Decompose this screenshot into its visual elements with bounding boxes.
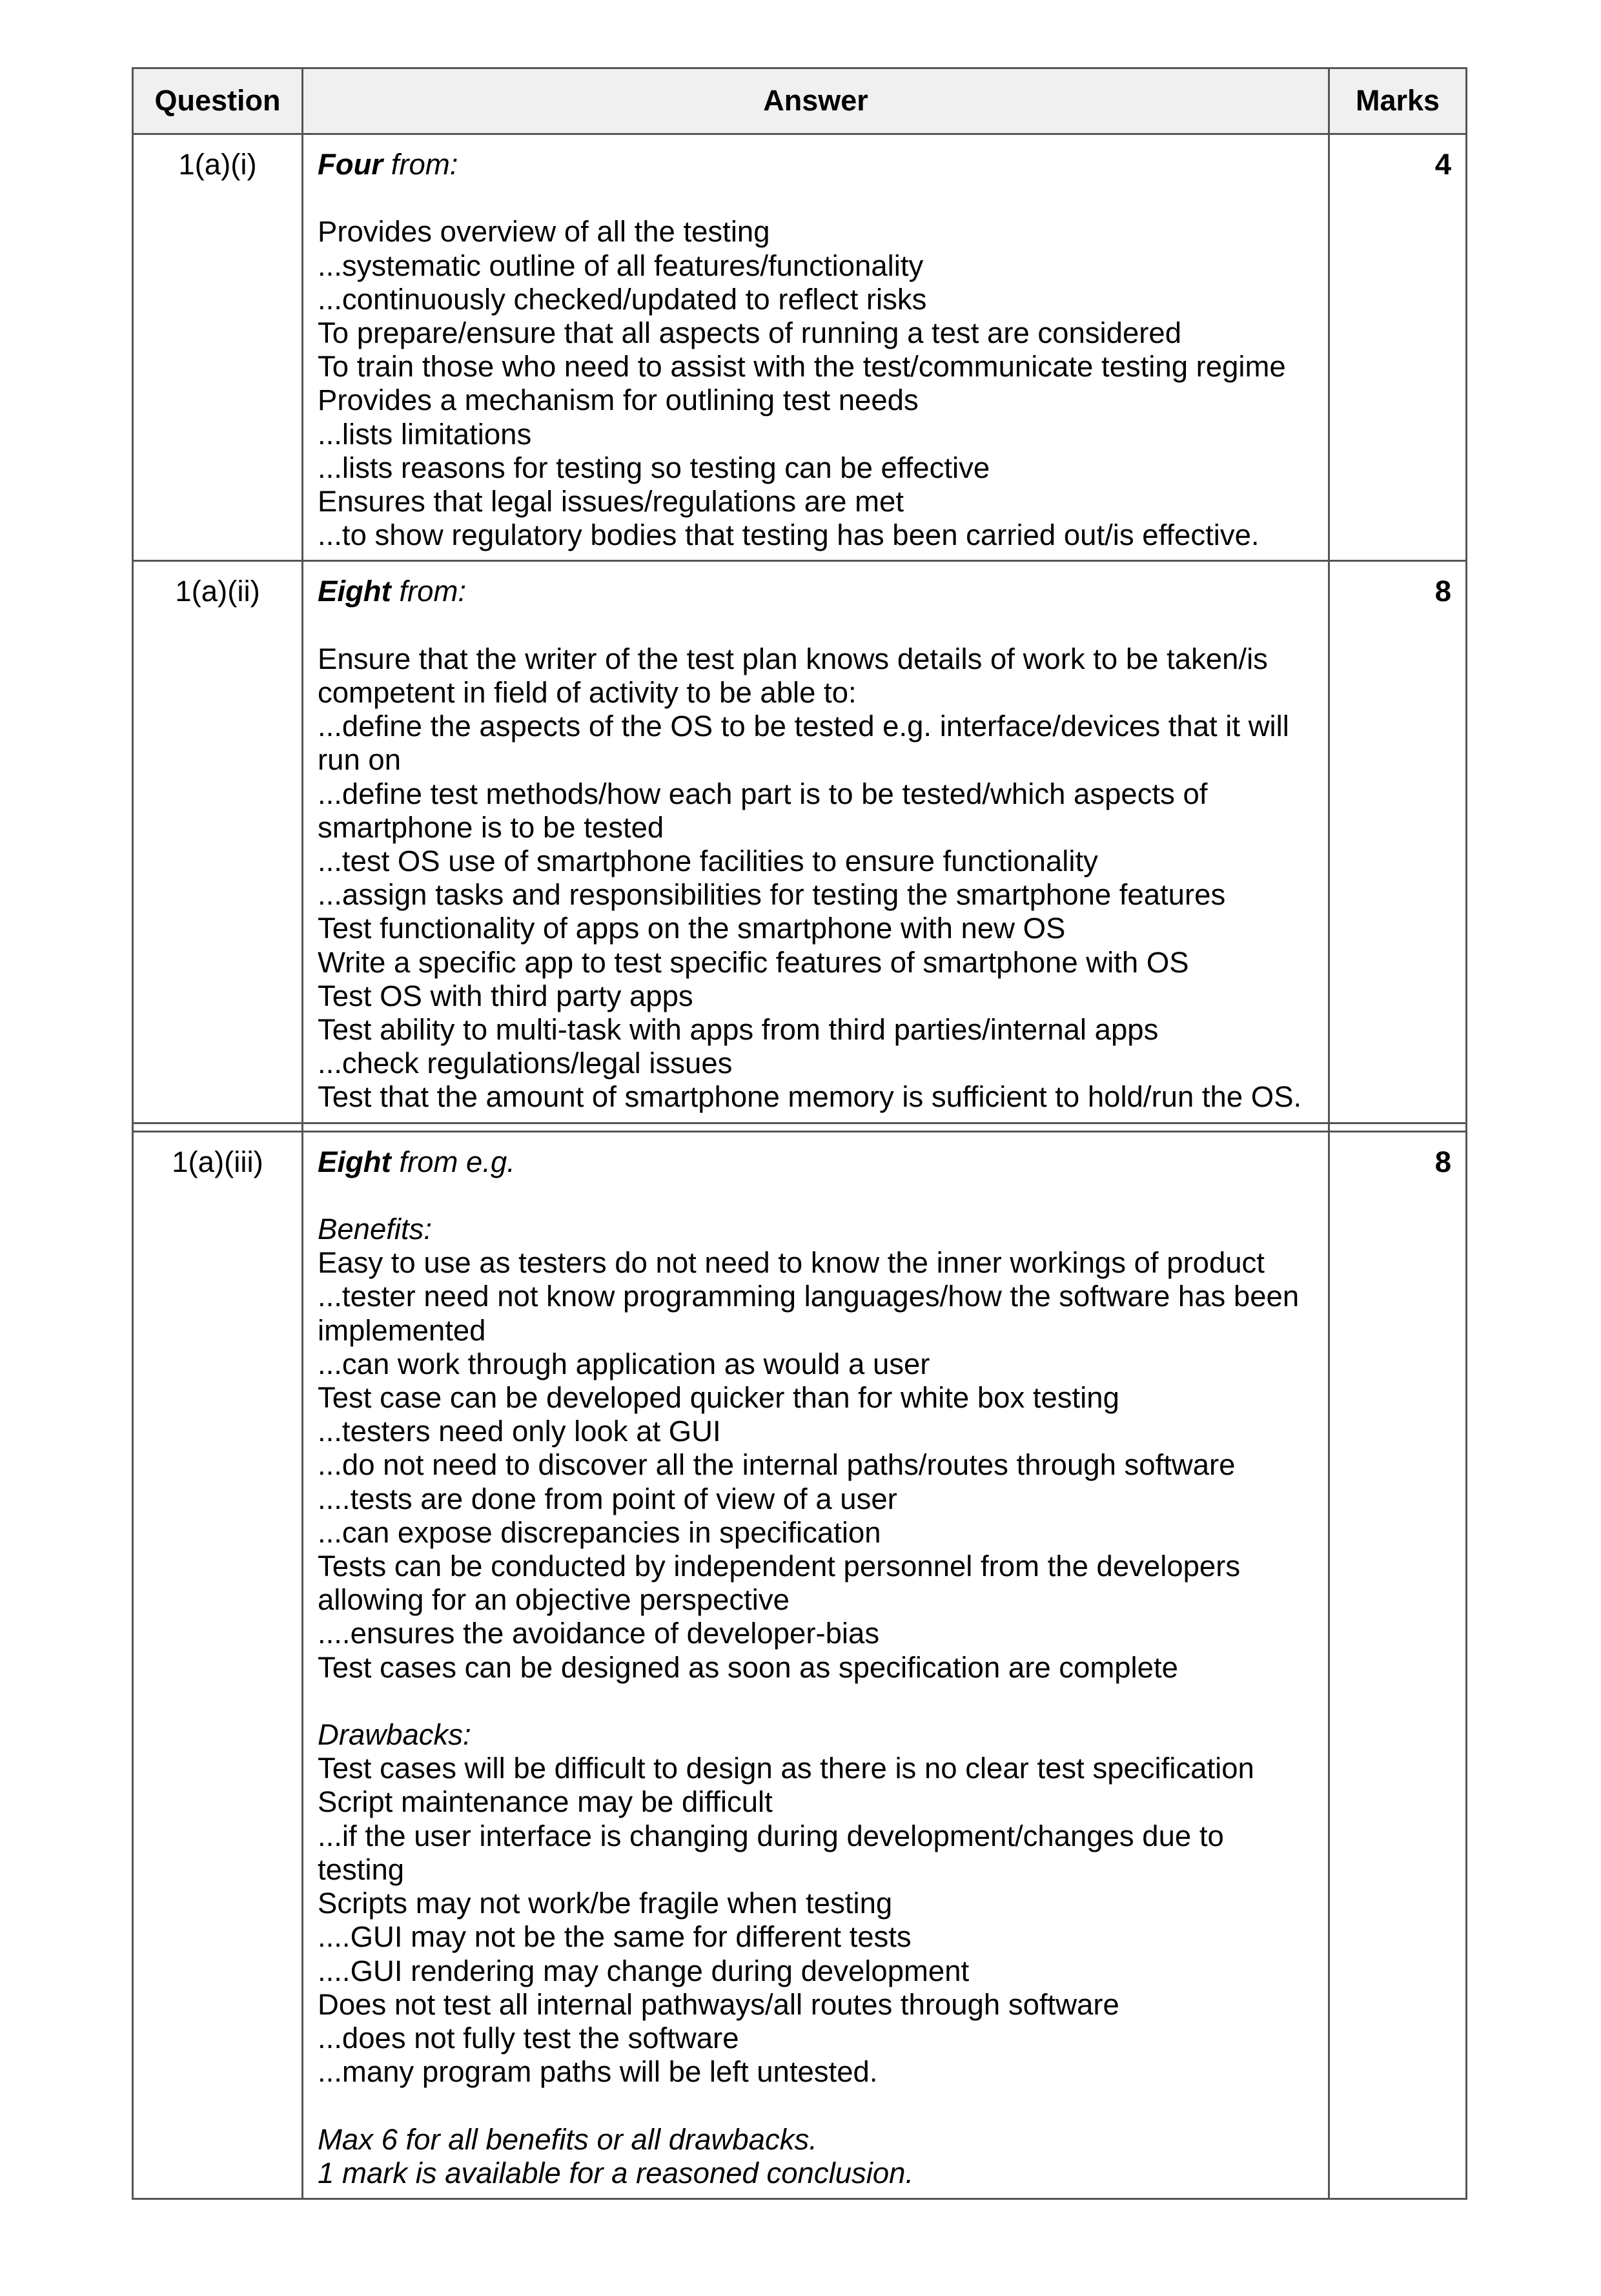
drawback-line: Script maintenance may be difficult — [318, 1785, 773, 1819]
marks-value: 4 — [1329, 134, 1467, 561]
answer-line: ...continuously checked/updated to reflect risks — [318, 282, 927, 316]
answer-line: To train those who need to assist with the test/communicate testing regime — [318, 350, 1286, 384]
marks-header: Marks — [1329, 68, 1467, 134]
answer-line: ...assign tasks and responsibilities for testing the smartphone features — [318, 878, 1226, 912]
drawback-line: ....GUI rendering may change during development — [318, 1954, 970, 1987]
answer-header: Answer — [303, 68, 1329, 134]
mark-scheme-table — [132, 67, 1467, 2200]
benefit-line: Tests can be conducted by independent personnel from the developers allowing for an objective perspective — [318, 1550, 1241, 1617]
intro-count: Eight — [318, 1145, 391, 1178]
answer-intro — [318, 1145, 1315, 1179]
intro-text: from e.g. — [391, 1145, 515, 1178]
row-separator — [133, 1123, 1467, 1131]
answer-line: Test functionality of apps on the smartphone with new OS — [318, 912, 1066, 945]
benefits-heading: Benefits: — [318, 1213, 433, 1246]
drawback-line: ...many program paths will be left untested. — [318, 2055, 878, 2089]
drawback-line: ....GUI may not be the same for different tests — [318, 1920, 912, 1954]
table-row — [133, 1131, 1467, 2199]
answer-intro — [318, 148, 1315, 181]
answer-line: ...lists limitations — [318, 417, 532, 451]
answer-intro — [318, 575, 1315, 608]
answer-line: Ensure that the writer of the test plan knows details of work to be taken/is competent in field of activity to be able to: — [318, 642, 1268, 710]
marking-note: 1 mark is available for a reasoned conclusion. — [318, 2156, 914, 2189]
table-row — [133, 561, 1467, 1123]
question-number: 1(a)(ii) — [133, 561, 303, 1123]
answer-line: To prepare/ensure that all aspects of running a test are considered — [318, 316, 1182, 349]
drawbacks-heading: Drawbacks: — [318, 1718, 471, 1752]
marks-value: 8 — [1329, 561, 1467, 1123]
answer-line: ...define the aspects of the OS to be tested e.g. interface/devices that it will run on — [318, 710, 1289, 777]
answer-line: ...define test methods/how each part is to be tested/which aspects of smartphone is to be tested — [318, 777, 1208, 844]
drawback-line: Does not test all internal pathways/all routes through software — [318, 1987, 1119, 2021]
benefit-line: ...testers need only look at GUI — [318, 1415, 721, 1448]
marking-note: Max 6 for all benefits or all drawbacks. — [318, 2122, 817, 2156]
benefit-line: Test case can be developed quicker than for white box testing — [318, 1381, 1119, 1415]
drawback-line: Scripts may not work/be fragile when testing — [318, 1887, 893, 1920]
question-header: Question — [133, 68, 303, 134]
answer-line: ...lists reasons for testing so testing can be effective — [318, 451, 990, 484]
answer-line: Ensures that legal issues/regulations are met — [318, 485, 904, 518]
marks-value: 8 — [1329, 1131, 1467, 2199]
answer-cell — [303, 1131, 1329, 2199]
benefit-line: ...can expose discrepancies in specification — [318, 1515, 881, 1549]
drawback-line: ...does not fully test the software — [318, 2021, 739, 2055]
header-row — [133, 68, 1467, 134]
intro-text: from: — [391, 575, 467, 608]
question-number: 1(a)(iii) — [133, 1131, 303, 2199]
benefit-line: ...tester need not know programming languages/how the software has been implemented — [318, 1280, 1300, 1347]
answer-line: ...systematic outline of all features/functionality — [318, 249, 924, 282]
answer-line: Provides a mechanism for outlining test needs — [318, 384, 919, 417]
intro-text: from: — [383, 148, 458, 181]
answer-line: ...check regulations/legal issues — [318, 1047, 733, 1080]
benefit-line: Test cases can be designed as soon as specification are complete — [318, 1650, 1178, 1684]
drawback-line: Test cases will be difficult to design as there is no clear test specification — [318, 1752, 1254, 1785]
table-row — [133, 134, 1467, 561]
answer-line: Write a specific app to test specific features of smartphone with OS — [318, 945, 1189, 979]
benefit-line: ...do not need to discover all the internal paths/routes through software — [318, 1448, 1236, 1482]
answer-line: Provides overview of all the testing — [318, 215, 770, 249]
question-number: 1(a)(i) — [133, 134, 303, 561]
answer-cell — [303, 561, 1329, 1123]
answer-line: Test OS with third party apps — [318, 979, 693, 1012]
answer-cell — [303, 134, 1329, 561]
intro-count: Eight — [318, 575, 391, 608]
benefit-line: Easy to use as testers do not need to know the inner workings of product — [318, 1246, 1265, 1280]
drawback-line: ...if the user interface is changing during development/changes due to testing — [318, 1819, 1224, 1886]
answer-line: ...test OS use of smartphone facilities to ensure functionality — [318, 845, 1098, 878]
answer-line: Test that the amount of smartphone memory is sufficient to hold/run the OS. — [318, 1080, 1302, 1114]
answer-line: ...to show regulatory bodies that testing has been carried out/is effective. — [318, 518, 1259, 552]
benefit-line: ....tests are done from point of view of a user — [318, 1482, 897, 1515]
benefit-line: ...can work through application as would a user — [318, 1347, 930, 1380]
benefit-line: ....ensures the avoidance of developer-bias — [318, 1617, 880, 1650]
answer-line: Test ability to multi-task with apps from third parties/internal apps — [318, 1013, 1159, 1047]
intro-count: Four — [318, 148, 383, 181]
